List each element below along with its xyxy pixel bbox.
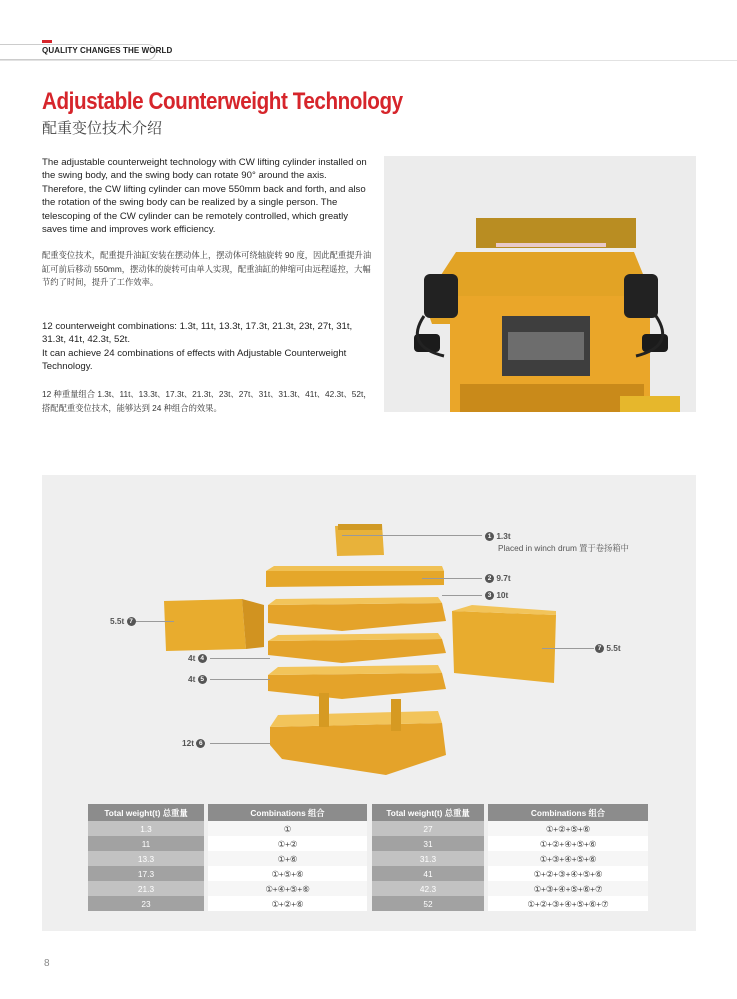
table-row	[372, 821, 648, 836]
part-4-number: 4	[198, 654, 207, 663]
counterweight-part-5	[268, 665, 446, 699]
combination-cell: ①+④+⑤+⑥	[208, 881, 367, 896]
table-row	[372, 881, 648, 896]
table-row	[88, 866, 367, 881]
weight-cell: 13.3	[88, 851, 204, 866]
counterweight-part-1	[335, 524, 384, 556]
leader-line-1	[342, 535, 482, 536]
header-accent-bar	[42, 40, 52, 43]
weight-cell: 23	[88, 896, 204, 911]
combination-cell: ①+②+⑤+⑥	[488, 821, 648, 836]
table-row	[372, 851, 648, 866]
col-header-combinations: Combinations 组合	[208, 804, 367, 821]
part-7-left-weight: 5.5t	[110, 616, 125, 626]
table-row	[88, 896, 367, 911]
leader-line-5	[210, 679, 270, 680]
leader-line-3	[442, 595, 482, 596]
weight-cell: 52	[372, 896, 484, 911]
part-2-weight: 9.7t	[496, 573, 511, 583]
table-row	[88, 851, 367, 866]
combination-cell: ①+②+④+⑤+⑥	[488, 836, 648, 851]
weight-cell: 21.3	[88, 881, 204, 896]
part-1-note: Placed in winch drum 置于卷扬箱中	[498, 543, 629, 553]
weight-cell: 11	[88, 836, 204, 851]
combination-cell: ①	[208, 821, 367, 836]
combination-cell: ①+③+④+⑤+⑥	[488, 851, 648, 866]
part-7-right-weight: 5.5t	[606, 643, 621, 653]
header-divider	[0, 60, 737, 61]
part-7-right-number: 7	[595, 644, 604, 653]
combos-paragraph-cn: 12 种重量组合 1.3t、11t、13.3t、17.3t、21.3t、23t、27t、31t、31.3t、41t、42.3t、52t，搭配配重变位技术，能够达到 24 种组合的效果。	[42, 389, 372, 413]
machine-photo	[384, 156, 696, 412]
part-7-left-number: 7	[127, 617, 136, 626]
part-1-weight: 1.3t	[496, 531, 511, 541]
part-4-weight: 4t	[188, 653, 196, 663]
leader-line-6	[210, 743, 270, 744]
part-4-label	[188, 653, 207, 663]
counterweight-part-4	[268, 633, 446, 663]
combination-cell: ①+②	[208, 836, 367, 851]
part-7-left-label	[110, 616, 136, 626]
part-1-label	[485, 531, 511, 541]
counterweight-exploded-diagram	[42, 475, 696, 805]
part-6-weight: 12t	[182, 738, 194, 748]
page-subtitle: 配重变位技术介绍	[42, 120, 163, 137]
combos-paragraph-en: 12 counterweight combinations: 1.3t, 11t, 13.3t, 17.3t, 21.3t, 23t, 27t, 31t, 31.3t, 41t, 42.3t, 52t. It can achieve 24 combinations of effects with Adjustable Counterweight Technology.	[42, 321, 353, 373]
weight-cell: 1.3	[88, 821, 204, 836]
part-5-weight: 4t	[188, 674, 196, 684]
weight-cell: 27	[372, 821, 484, 836]
leader-line-7-left	[134, 621, 174, 622]
combination-table-right	[372, 804, 648, 911]
combination-cell: ①+⑥	[208, 851, 367, 866]
counterweight-part-7-right	[452, 605, 556, 683]
part-1-number: 1	[485, 532, 494, 541]
combination-cell: ①+⑤+⑥	[208, 866, 367, 881]
intro-paragraph-cn: 配重变位技术，配重提升油缸安装在摆动体上，摆动体可绕轴旋转 90 度，因此配重提升油缸可前后移动 550mm，摆动体的旋转可由单人实现，配重油缸的伸缩可由远程遥控，大幅节约了时间，提升了工作效率。	[42, 250, 372, 288]
leader-line-4	[210, 658, 270, 659]
table-row	[88, 836, 367, 851]
leader-line-7-right	[542, 648, 594, 649]
weight-cell: 42.3	[372, 881, 484, 896]
col-header-combinations: Combinations 组合	[488, 804, 648, 821]
col-header-weight: Total weight(t) 总重量	[88, 804, 204, 821]
part-2-number: 2	[485, 574, 494, 583]
intro-paragraph-en: The adjustable counterweight technology with CW lifting cylinder installed on the swing body, and the swing body can rotate 90° around the axis. Therefore, the CW lifting cylinder can move 550mm back and forth, and also the rotation of the swing body can be realized by a single person. The telescoping of the CW cylinder can be remotely controlled, which greatly saves time and improves work efficiency.	[42, 157, 367, 236]
combination-cell: ①+②+③+④+⑤+⑥	[488, 866, 648, 881]
part-5-number: 5	[198, 675, 207, 684]
part-6-label	[182, 738, 205, 748]
table-row	[88, 881, 367, 896]
leader-line-2	[422, 578, 482, 579]
weight-cell: 41	[372, 866, 484, 881]
weight-cell: 31	[372, 836, 484, 851]
header-tagline: QUALITY CHANGES THE WORLD	[42, 46, 173, 55]
counterweight-diagram-panel	[42, 475, 696, 931]
part-3-label	[485, 590, 508, 600]
part-3-weight: 10t	[496, 590, 509, 600]
combination-cell: ①+②+⑥	[208, 896, 367, 911]
weight-cell: 17.3	[88, 866, 204, 881]
counterweight-part-7-left	[164, 599, 264, 651]
part-2-label	[485, 573, 511, 583]
part-5-label	[188, 674, 207, 684]
counterweight-part-3	[268, 597, 446, 631]
part-6-number: 6	[196, 739, 205, 748]
part-3-number: 3	[485, 591, 494, 600]
counterweight-part-6	[270, 693, 446, 775]
part-7-right-label	[595, 643, 621, 653]
table-row	[88, 821, 367, 836]
table-row	[372, 866, 648, 881]
weight-cell: 31.3	[372, 851, 484, 866]
page-title: Adjustable Counterweight Technology	[42, 88, 403, 115]
col-header-weight: Total weight(t) 总重量	[372, 804, 484, 821]
combination-cell: ①+②+③+④+⑤+⑥+⑦	[488, 896, 648, 911]
table-row	[372, 836, 648, 851]
counterweight-part-2	[266, 566, 444, 587]
combination-table-left	[88, 804, 367, 911]
page-number: 8	[44, 958, 50, 969]
combination-cell: ①+③+④+⑤+⑥+⑦	[488, 881, 648, 896]
table-row	[372, 896, 648, 911]
